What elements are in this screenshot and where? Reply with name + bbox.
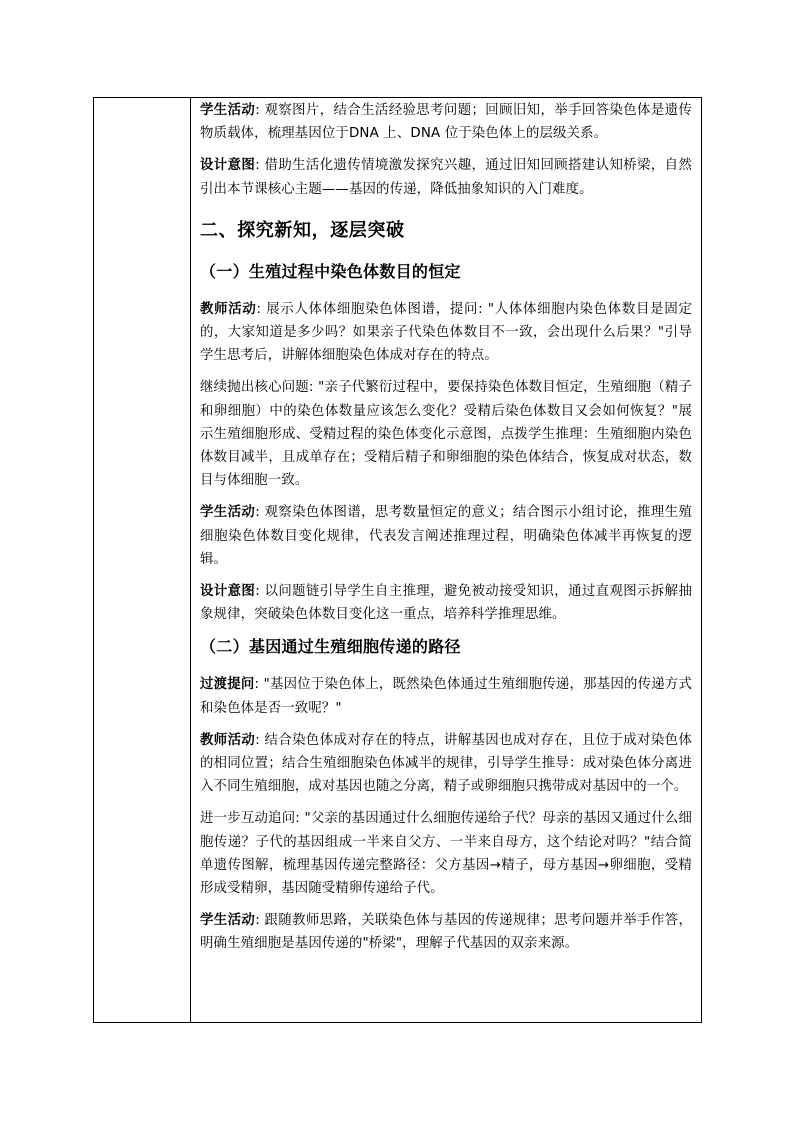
paragraph-label: 设计意图 xyxy=(200,584,256,600)
paragraph-label: 学生活动 xyxy=(200,103,256,118)
transition-question xyxy=(200,673,692,719)
paragraph-label: 学生活动 xyxy=(200,913,256,929)
label-separator: : xyxy=(255,505,265,521)
paragraph-label: 教师活动 xyxy=(200,301,257,317)
design-intent-1 xyxy=(200,580,692,626)
table-column-divider xyxy=(190,97,191,1023)
paragraph-text: 进一步互动追问: "父亲的基因通过什么细胞传递给子代？母亲的基因又通过什么细胞传递？子代的基因组成一半来自父方、一半来自母方，这个结论对吗？"结合简单遗传图解，梳理基因传递完整路径：父方基因→精子，母方基因→卵细胞，受精形成受精卵，基因随受精卵传递给子代。 xyxy=(200,811,692,897)
follow-up-question-1 xyxy=(200,376,692,492)
teacher-activity-1 xyxy=(200,298,692,368)
paragraph-text: "基因位于染色体上，既然染色体通过生殖细胞传递，那基因的传递方式和染色体是否一致呢？" xyxy=(200,677,692,716)
paragraph-text: 借助生活化遗传情境激发探究兴趣，通过旧知回顾搭建认知桥梁，自然引出本节课核心主题——基因的传递，降低抽象知识的入门难度。 xyxy=(200,158,692,197)
subsection-heading-2: （二）基因通过生殖细胞传递的路径 xyxy=(200,637,461,657)
follow-up-question-2 xyxy=(200,807,692,900)
paragraph-text: 观察图片，结合生活经验思考问题；回顾旧知，举手回答染色体是遗传物质载体，梳理基因位于DNA 上、DNA 位于染色体上的层级关系。 xyxy=(200,103,692,142)
paragraph-text: 以问题链引导学生自主推理，避免被动接受知识，通过直观图示拆解抽象规律，突破染色体数目变化这一重点，培养科学推理思维。 xyxy=(200,584,692,623)
design-intent-intro xyxy=(200,154,692,200)
label-separator: : xyxy=(256,301,267,317)
paragraph-text: 结合染色体成对存在的特点，讲解基因也成对存在，且位于成对染色体的相同位置；结合生殖细胞染色体减半的规律，引导学生推导：成对染色体分离进入不同生殖细胞，成对基因也随之分离，精子或卵细胞只携带成对基因中的一个。 xyxy=(200,732,692,795)
paragraph-label: 设计意图 xyxy=(200,158,256,174)
paragraph-text: 继续抛出核心问题: "亲子代繁衍过程中，要保持染色体数目恒定，生殖细胞（精子和卵细胞）中的染色体数量应该怎么变化？受精后染色体数目又会如何恢复？"展示生殖细胞形成、受精过程的染色体变化示意图，点拨学生推理：生殖细胞内染色体数目减半，且成单存在；受精后精子和卵细胞的染色体结合，恢复成对状态，数目与体细胞一致。 xyxy=(200,380,692,489)
paragraph-text: 跟随教师思路，关联染色体与基因的传递规律；思考问题并举手作答，明确生殖细胞是基因传递的"桥梁"，理解子代基因的双亲来源。 xyxy=(200,913,692,952)
paragraph-text: 展示人体体细胞染色体图谱，提问: "人体体细胞内染色体数目是固定的，大家知道是多少吗？如果亲子代染色体数目不一致，会出现什么后果？"引导学生思考后，讲解体细胞染色体成对存在的特点。 xyxy=(200,301,692,364)
lesson-content-cell xyxy=(200,99,692,965)
teacher-activity-2 xyxy=(200,729,692,799)
student-activity-intro xyxy=(200,99,692,145)
label-separator: : xyxy=(255,584,265,600)
label-separator: : xyxy=(255,103,265,118)
section-heading: 二、探究新知，逐层突破 xyxy=(200,219,405,241)
paragraph-text: 观察染色体图谱，思考数量恒定的意义；结合图示小组讨论，推理生殖细胞染色体数目变化规律，代表发言阐述推理过程，明确染色体减半再恢复的逻辑。 xyxy=(200,505,692,567)
student-activity-2 xyxy=(200,909,692,955)
label-separator: : xyxy=(255,158,265,174)
label-separator: : xyxy=(255,913,265,929)
paragraph-label: 教师活动 xyxy=(200,732,256,748)
paragraph-label: 学生活动 xyxy=(200,505,256,521)
subsection-heading-1: （一）生殖过程中染色体数目的恒定 xyxy=(200,261,461,281)
label-separator: : xyxy=(255,732,265,748)
label-separator: : xyxy=(254,677,264,693)
paragraph-label: 过渡提问 xyxy=(200,677,255,693)
student-activity-1 xyxy=(200,501,692,571)
